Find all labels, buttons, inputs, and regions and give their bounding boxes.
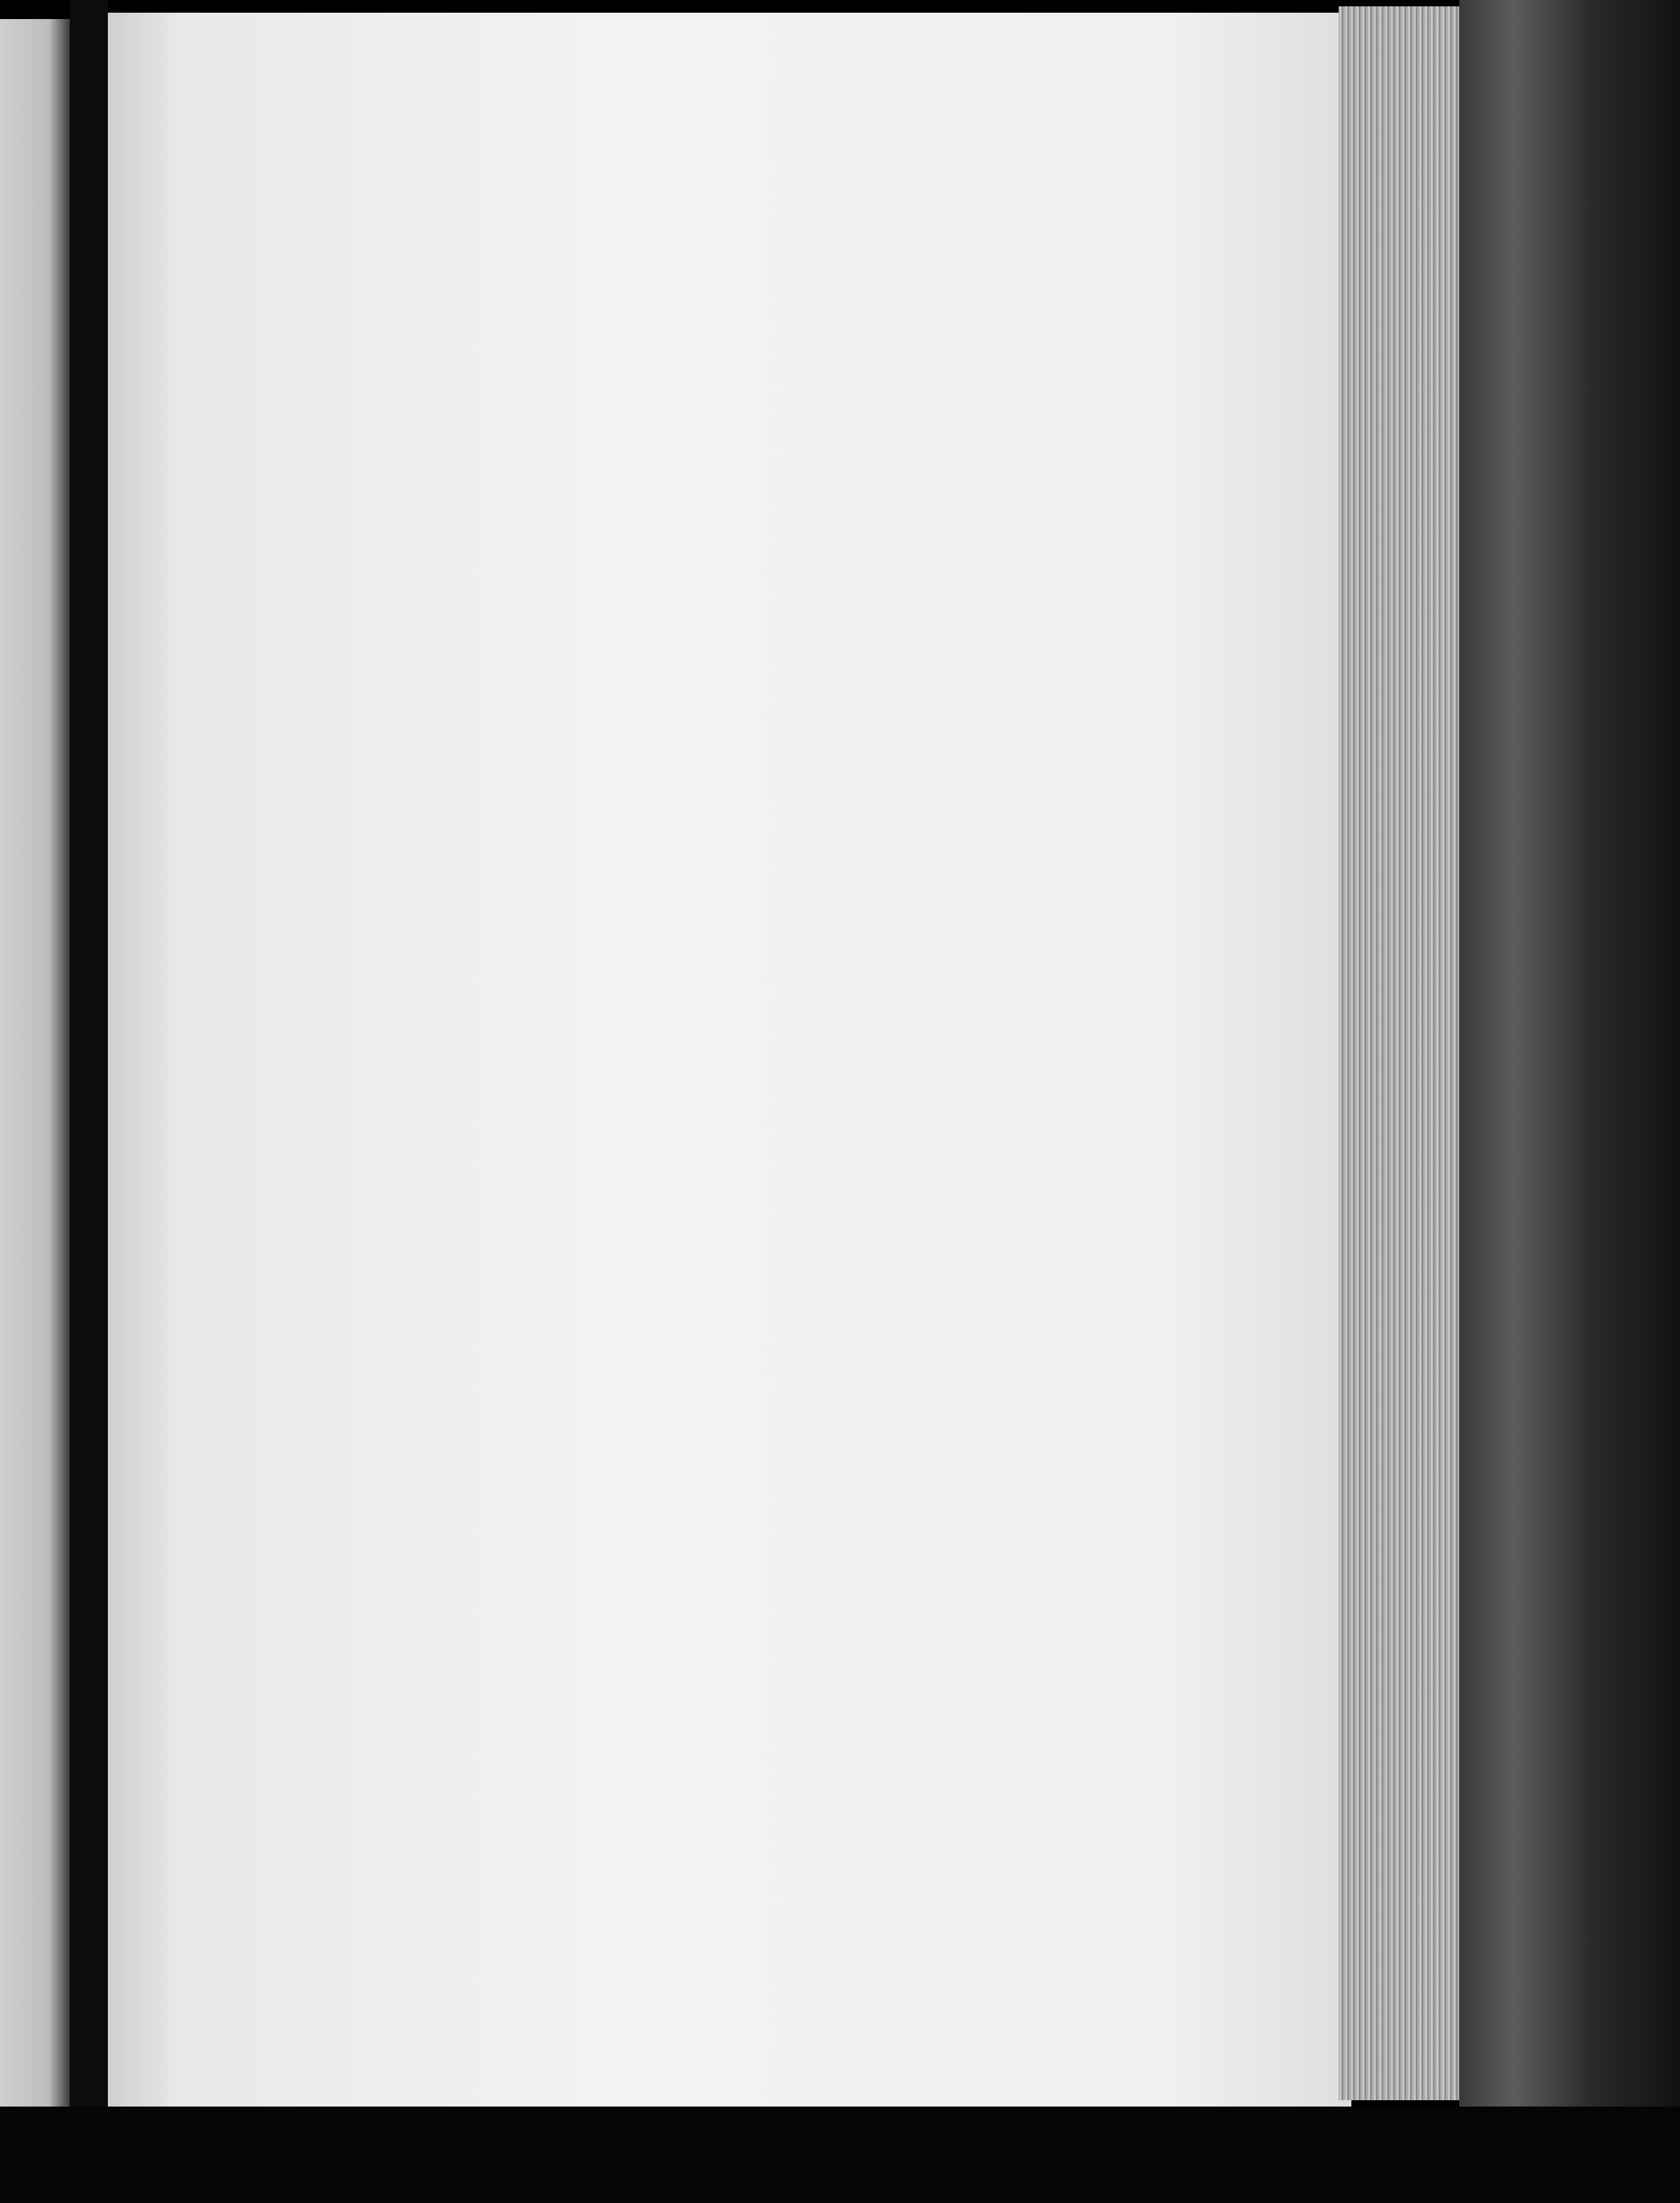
scan-bottom-border (0, 2107, 1680, 2203)
book-gutter (70, 0, 108, 2203)
book-shadow (1459, 0, 1680, 2203)
facing-page-edge (0, 19, 70, 2113)
page-body (232, 297, 1120, 353)
page-header (438, 232, 1123, 270)
